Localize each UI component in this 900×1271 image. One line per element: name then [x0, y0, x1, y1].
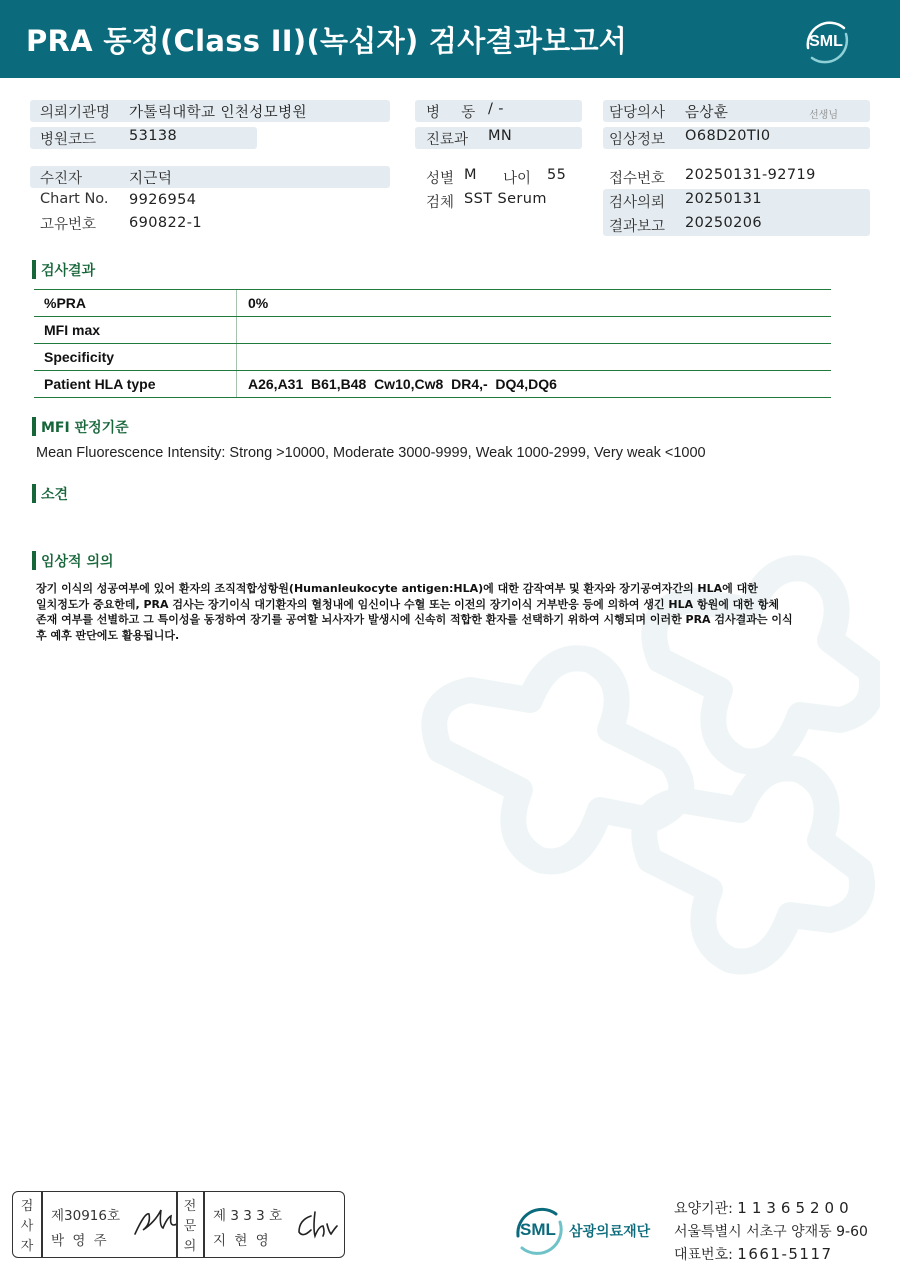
- sml-footer-logo: [510, 1200, 566, 1256]
- signature-stamp: [12, 1191, 345, 1258]
- institution-value: 가톨릭대학교 인천성모병원: [129, 105, 307, 121]
- organization-name: 삼광의료재단: [569, 1224, 651, 1240]
- clinical-significance-text: [36, 581, 836, 643]
- report-date-value: 20250206: [685, 215, 763, 231]
- clinical-line: 일치정도가 중요한데, PRA 검사는 장기이식 대기환자의 혈청내에 임신이나 수혈 또는 이전의 장기이식 거부반응 등에 의하여 생긴 HLA 항원에 대한 항체: [36, 597, 780, 611]
- age-label: 나이: [503, 171, 532, 187]
- specialist-signature: [293, 1208, 339, 1242]
- unique-no-value: 690822-1: [129, 215, 203, 231]
- opinion-section-title: 소견: [32, 484, 68, 504]
- patient-value: 지근덕: [129, 171, 173, 187]
- tester-signature: [131, 1204, 179, 1240]
- institution-label: 의뢰기관명: [40, 105, 111, 121]
- result-name: Patient HLA type: [34, 371, 237, 397]
- receipt-no-value: 20250131-92719: [685, 167, 816, 183]
- clinical-line: 후 예후 판단에도 활용됩니다.: [36, 628, 180, 642]
- sex-value: M: [464, 167, 477, 183]
- mfi-section-title: MFI 판정기준: [32, 417, 129, 437]
- tester-license-no: 제30916호: [51, 1208, 121, 1224]
- receipt-no-label: 접수번호: [609, 171, 666, 187]
- clinical-info-value: O68D20TI0: [685, 128, 771, 144]
- organization-phone: 대표번호: 1661-5117: [674, 1245, 833, 1263]
- table-row: [34, 371, 831, 398]
- ward-label: 병 동: [426, 105, 480, 121]
- specimen-label: 검체: [426, 195, 455, 211]
- tester-name: 박 영 주: [51, 1233, 109, 1249]
- sml-logo: [800, 14, 852, 66]
- svg-text:SML: SML: [809, 33, 843, 50]
- report-date-label: 결과보고: [609, 219, 666, 235]
- doctor-value: 음상훈: [685, 105, 729, 121]
- result-name: MFI max: [34, 317, 237, 343]
- clinical-info-label: 임상정보: [609, 132, 666, 148]
- doctor-suffix: 선생님: [809, 110, 838, 121]
- tester-label: 검 사 자: [20, 1199, 34, 1254]
- result-value: [237, 317, 831, 343]
- request-date-label: 검사의뢰: [609, 195, 666, 211]
- result-name: Specificity: [34, 344, 237, 370]
- hospital-code-value: 53138: [129, 128, 178, 144]
- specialist-license-no: 제 3 3 3 호: [213, 1208, 283, 1224]
- specialist-name: 지 현 영: [213, 1233, 271, 1249]
- info-row-bg: [30, 166, 390, 188]
- sex-label: 성별: [426, 171, 455, 187]
- report-title: PRA 동정(Class II)(녹십자) 검사결과보고서: [26, 24, 628, 58]
- dept-value: MN: [488, 128, 513, 144]
- chart-no-label: Chart No.: [40, 191, 109, 207]
- results-table: [34, 289, 831, 398]
- request-date-value: 20250131: [685, 191, 763, 207]
- ward-value: / -: [488, 101, 504, 117]
- table-row: [34, 344, 831, 371]
- patient-label: 수진자: [40, 171, 83, 187]
- hospital-code-label: 병원코드: [40, 132, 97, 148]
- result-value: 0%: [248, 295, 269, 311]
- specialist-label: 전 문 의: [183, 1199, 197, 1254]
- clinical-section-title: 임상적 의의: [32, 551, 114, 571]
- dept-label: 진료과: [426, 132, 469, 148]
- results-section-title: 검사결과: [32, 260, 95, 280]
- table-row: [34, 290, 831, 317]
- care-institution-no: 요양기관: 11365200: [674, 1199, 854, 1217]
- clinical-line: 장기 이식의 성공여부에 있어 환자의 조직적합성항원(Humanleukocyte antigen:HLA)에 대한 감작여부 및 환자와 장기공여자간의 HLA에 대한: [36, 582, 758, 595]
- age-value: 55: [547, 167, 567, 183]
- organization-address: 서울특별시 서초구 양재동 9-60: [674, 1224, 868, 1240]
- report-header: [0, 0, 900, 78]
- table-row: [34, 317, 831, 344]
- doctor-label: 담당의사: [609, 105, 666, 121]
- result-value: [237, 344, 831, 370]
- specimen-value: SST Serum: [464, 191, 547, 207]
- unique-no-label: 고유번호: [40, 217, 97, 233]
- result-name: %PRA: [34, 290, 237, 316]
- clinical-line: 존재 여부를 선별하고 그 특이성을 동정하여 장기를 공여할 뇌사자가 발생시에 신속히 적합한 환자를 선택하기 위하여 시행되며 이러한 PRA 검사결과는 이식: [36, 613, 793, 626]
- chart-no-value: 9926954: [129, 192, 197, 208]
- mfi-criteria-text: Mean Fluorescence Intensity: Strong >10000, Moderate 3000-9999, Weak 1000-2999, Very weak <1000: [36, 445, 706, 461]
- svg-text:SML: SML: [520, 1220, 556, 1239]
- result-value: A26,A31 B61,B48 Cw10,Cw8 DR4,- DQ4,DQ6: [248, 376, 557, 392]
